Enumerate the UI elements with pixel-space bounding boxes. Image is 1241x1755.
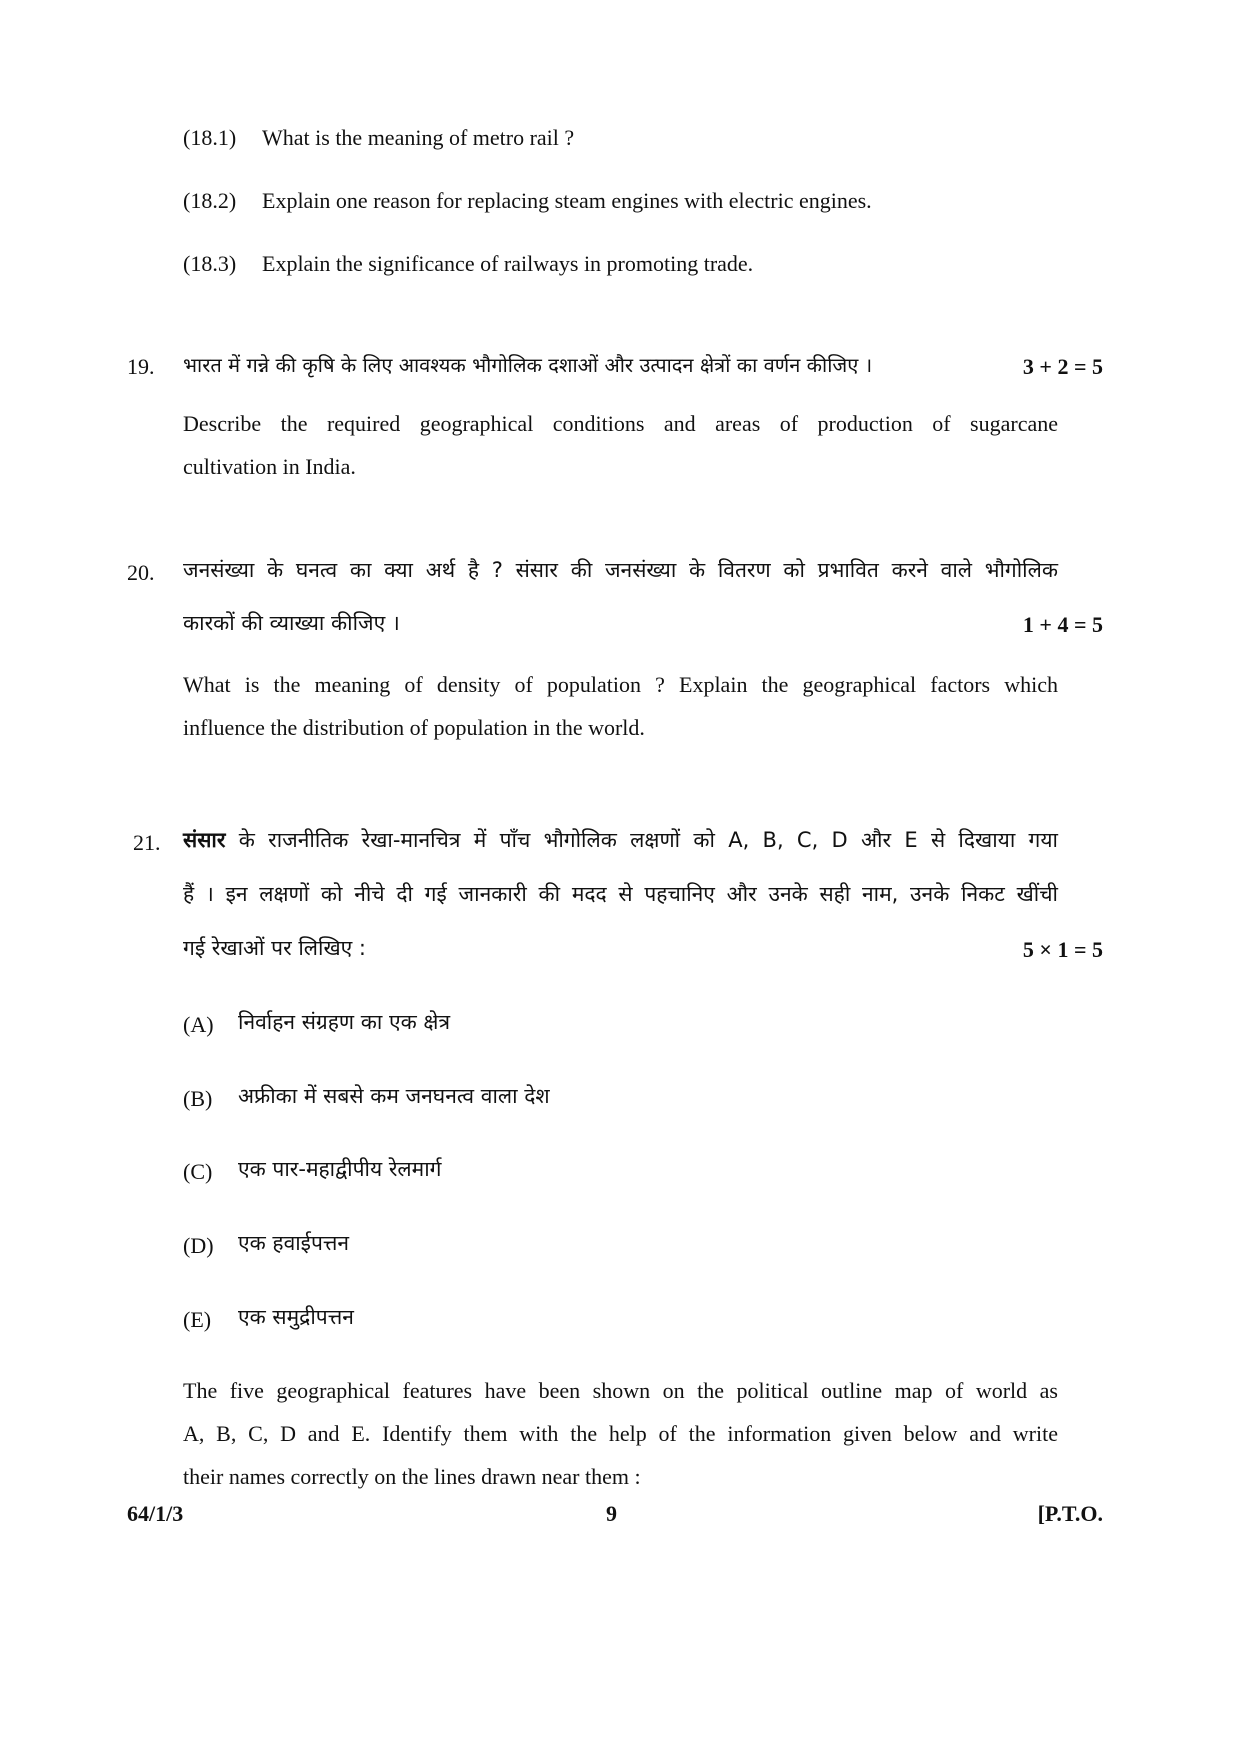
q21-option-b-text: अफ्रीका में सबसे कम जनघनत्व वाला देश — [238, 1084, 550, 1108]
q20-marks: 1 + 4 = 5 — [1022, 612, 1103, 637]
q20-hindi-line-2: कारकों की व्याख्या कीजिए । — [183, 611, 400, 635]
q20-english-line-1: What is the meaning of density of population ? Explain the geographical factors which — [183, 672, 1058, 697]
paper-code: 64/1/3 — [127, 1501, 184, 1526]
q21-option-d-text: एक हवाईपत्तन — [238, 1231, 350, 1255]
q19-english-line-2: cultivation in India. — [183, 454, 356, 479]
q18-1-text: What is the meaning of metro rail ? — [262, 125, 575, 150]
q21-option-a-label: (A) — [183, 1012, 214, 1037]
q21-hindi-bold-word: संसार — [183, 828, 226, 852]
q21-option-d-label: (D) — [183, 1233, 214, 1258]
q21-option-e-text: एक समुद्रीपत्तन — [238, 1305, 354, 1329]
q18-1-label: (18.1) — [183, 125, 237, 150]
page-number: 9 — [606, 1501, 617, 1526]
q18-3-label: (18.3) — [183, 251, 237, 276]
q20-english-line-2: influence the distribution of population in the world. — [183, 715, 645, 740]
q21-option-e-label: (E) — [183, 1307, 212, 1332]
q21-hindi-line-1-rest: के राजनीतिक रेखा-मानचित्र में पाँच भौगोलिक लक्षणों को A, B, C, D और E से दिखाया गया — [225, 828, 1058, 852]
q21-english-line-2: A, B, C, D and E. Identify them with the help of the information given below and write — [183, 1421, 1058, 1446]
q21-english-line-1: The five geographical features have been shown on the political outline map of world as — [183, 1378, 1058, 1403]
q18-3-text: Explain the significance of railways in promoting trade. — [262, 251, 754, 276]
q21-option-c-text: एक पार-महाद्वीपीय रेलमार्ग — [238, 1157, 442, 1181]
please-turn-over: [P.T.O. — [1037, 1501, 1103, 1526]
q21-hindi-line-1 — [183, 828, 1058, 853]
q19-english-line-1: Describe the required geographical conditions and areas of production of sugarcane — [183, 411, 1058, 436]
q21-option-a-text: निर्वाहन संग्रहण का एक क्षेत्र — [238, 1010, 451, 1034]
q21-number: 21. — [133, 830, 161, 855]
q21-option-b-label: (B) — [183, 1086, 213, 1111]
q21-hindi-line-3: गई रेखाओं पर लिखिए : — [183, 936, 367, 960]
q18-2-text: Explain one reason for replacing steam engines with electric engines. — [262, 188, 872, 213]
q21-option-c-label: (C) — [183, 1159, 213, 1184]
q21-marks: 5 × 1 = 5 — [1022, 937, 1103, 962]
q20-hindi-line-1: जनसंख्या के घनत्व का क्या अर्थ है ? संसार की जनसंख्या के वितरण को प्रभावित करने वाले भौगोलिक — [183, 558, 1058, 582]
q21-hindi-line-2: हैं । इन लक्षणों को नीचे दी गई जानकारी की मदद से पहचानिए और उनके सही नाम, उनके निकट खींची — [183, 882, 1058, 906]
q19-hindi-text: भारत में गन्ने की कृषि के लिए आवश्यक भौगोलिक दशाओं और उत्पादन क्षेत्रों का वर्णन कीजिए । — [183, 353, 873, 377]
q18-2-label: (18.2) — [183, 188, 237, 213]
q19-number: 19. — [127, 354, 155, 379]
q20-number: 20. — [127, 560, 155, 585]
q19-marks: 3 + 2 = 5 — [1022, 354, 1103, 379]
q21-english-line-3: their names correctly on the lines drawn near them : — [183, 1464, 641, 1489]
